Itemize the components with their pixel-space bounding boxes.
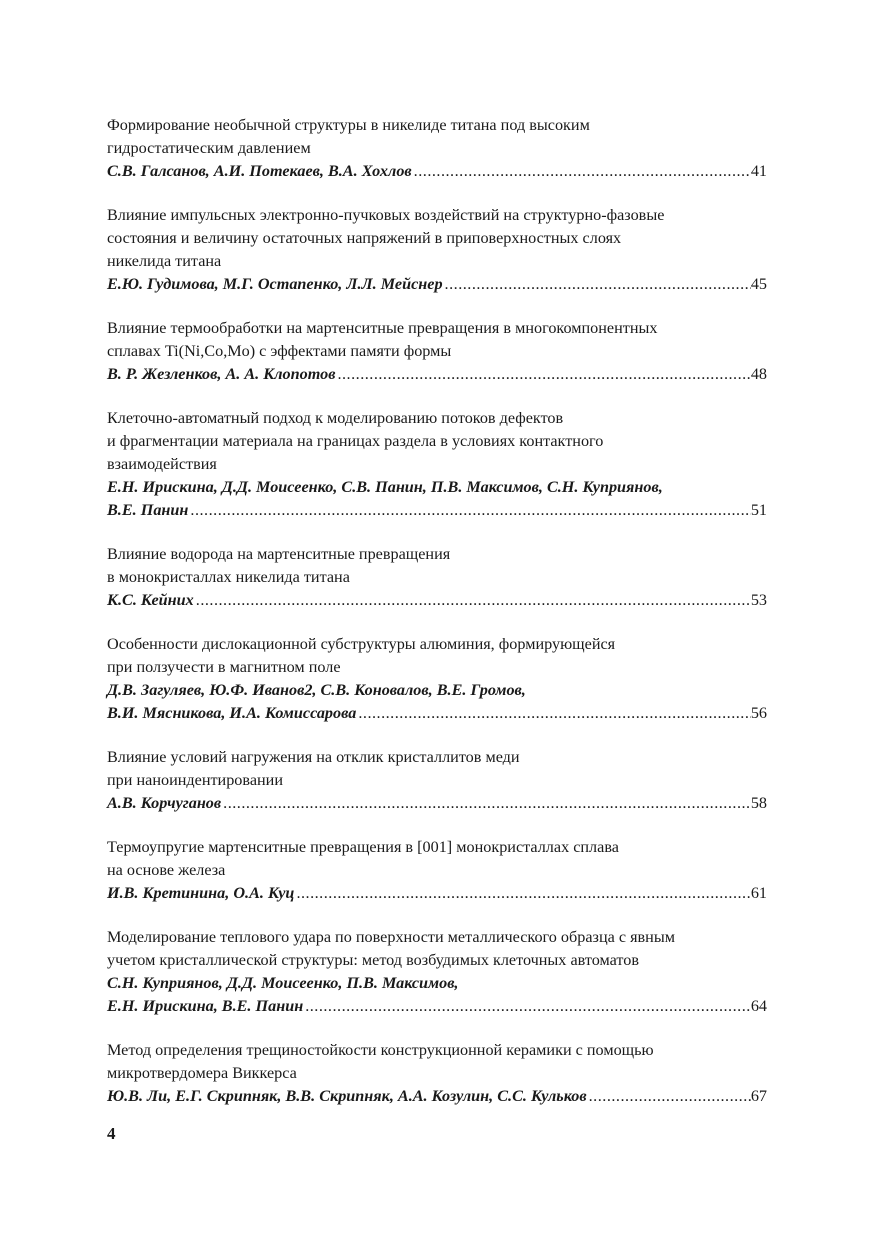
entry-authors-page-line: [107, 1085, 767, 1108]
entry-authors: А.В. Корчуганов: [107, 794, 222, 812]
entry-title-line: и фрагментации материала на границах раздела в условиях контактного: [107, 432, 604, 450]
entry-title-line: на основе железа: [107, 861, 226, 879]
dot-leader: [194, 589, 751, 612]
dot-leader: [188, 499, 750, 522]
entry-authors: Е.Ю. Гудимова, М.Г. Остапенко, Л.Л. Мейснер: [107, 275, 443, 293]
entry-authors-page-line: [107, 363, 767, 386]
entry-authors: Е.Н. Ирискина, В.Е. Панин: [107, 997, 304, 1015]
entry-authors: В.И. Мясникова, И.А. Комиссарова: [107, 704, 357, 722]
entry-page-number[interactable]: 56: [750, 704, 767, 722]
table-of-contents: [107, 114, 767, 1129]
entry-title-line: при ползучести в магнитном поле: [107, 658, 341, 676]
entry-title-line: Моделирование теплового удара по поверхности металлического образца с явным: [107, 928, 675, 946]
entry-title-line: гидростатическим давлением: [107, 139, 311, 157]
entry-authors-page-line: [107, 589, 767, 612]
dot-leader: [335, 363, 750, 386]
entry-title-line: микротвердомера Виккерса: [107, 1064, 297, 1082]
entry-page-number[interactable]: 53: [750, 591, 767, 609]
entry-title-line: Клеточно-автоматный подход к моделированию потоков дефектов: [107, 409, 564, 427]
entry-authors-page-line: [107, 995, 767, 1018]
entry-authors: С.В. Галсанов, А.И. Потекаев, В.А. Хохлов: [107, 162, 412, 180]
entry-authors: В. Р. Жезленков, А. А. Клопотов: [107, 365, 336, 383]
dot-leader: [412, 160, 751, 183]
entry-title-line: Метод определения трещиностойкости конструкционной керамики с помощью: [107, 1041, 654, 1059]
toc-entry[interactable]: [107, 746, 767, 815]
entry-title-line: состояния и величину остаточных напряжений в приповерхностных слоях: [107, 229, 622, 247]
entry-title-line: Формирование необычной структуры в никелиде титана под высоким: [107, 116, 590, 134]
entry-authors: В.Е. Панин: [107, 501, 189, 519]
toc-entry[interactable]: [107, 114, 767, 183]
entry-page-number[interactable]: 48: [750, 365, 767, 383]
toc-entry[interactable]: [107, 926, 767, 1018]
entry-title-line: сплавах Ti(Ni,Co,Mo) с эффектами памяти формы: [107, 342, 452, 360]
entry-authors: Ю.В. Ли, Е.Г. Скрипняк, В.В. Скрипняк, А.А. Козулин, С.С. Кульков: [107, 1087, 587, 1105]
entry-title-line: Влияние термообработки на мартенситные превращения в многокомпонентных: [107, 319, 658, 337]
toc-entry[interactable]: [107, 543, 767, 612]
entry-title-line: Влияние условий нагружения на отклик кристаллитов меди: [107, 748, 520, 766]
dot-leader: [443, 273, 751, 296]
entry-title-line: Влияние водорода на мартенситные превращения: [107, 545, 451, 563]
toc-entry[interactable]: [107, 317, 767, 386]
entry-authors-page-line: [107, 273, 767, 296]
entry-title-line: Термоупругие мартенситные превращения в [001] монокристаллах сплава: [107, 838, 619, 856]
entry-page-number[interactable]: 67: [750, 1087, 767, 1105]
entry-title-line: учетом кристаллической структуры: метод возбудимых клеточных автоматов: [107, 951, 640, 969]
entry-authors-line: Д.В. Загуляев, Ю.Ф. Иванов2, С.В. Коновалов, В.Е. Громов,: [107, 681, 526, 699]
entry-page-number[interactable]: 61: [750, 884, 767, 902]
entry-title-line: в монокристаллах никелида титана: [107, 568, 350, 586]
entry-page-number[interactable]: 45: [750, 275, 767, 293]
entry-authors: И.В. Кретинина, О.А. Куц: [107, 884, 295, 902]
toc-entry[interactable]: [107, 836, 767, 905]
entry-authors-page-line: [107, 160, 767, 183]
entry-authors: К.С. Кейних: [107, 591, 194, 609]
dot-leader: [303, 995, 751, 1018]
entry-page-number[interactable]: 64: [750, 997, 767, 1015]
dot-leader: [587, 1085, 751, 1108]
entry-authors-page-line: [107, 792, 767, 815]
entry-page-number[interactable]: 58: [750, 794, 767, 812]
entry-title-line: взаимодействия: [107, 455, 217, 473]
entry-authors-page-line: [107, 702, 767, 725]
entry-page-number[interactable]: 41: [750, 162, 767, 180]
toc-entry[interactable]: [107, 204, 767, 296]
toc-entry[interactable]: [107, 407, 767, 522]
entry-page-number[interactable]: 51: [750, 501, 767, 519]
toc-entry[interactable]: [107, 633, 767, 725]
entry-authors-page-line: [107, 882, 767, 905]
entry-title-line: Особенности дислокационной субструктуры алюминия, формирующейся: [107, 635, 616, 653]
entry-title-line: никелида титана: [107, 252, 222, 270]
entry-title-line: Влияние импульсных электронно-пучковых воздействий на структурно-фазовые: [107, 206, 665, 224]
entry-authors-line: Е.Н. Ирискина, Д.Д. Моисеенко, С.В. Панин, П.В. Максимов, С.Н. Куприянов,: [107, 478, 663, 496]
dot-leader: [356, 702, 750, 725]
toc-entry[interactable]: [107, 1039, 767, 1108]
entry-title-line: при наноиндентировании: [107, 771, 284, 789]
entry-authors-line: С.Н. Куприянов, Д.Д. Моисеенко, П.В. Максимов,: [107, 974, 459, 992]
page-number: 4: [107, 1124, 116, 1143]
dot-leader: [294, 882, 750, 905]
dot-leader: [221, 792, 751, 815]
entry-authors-page-line: [107, 499, 767, 522]
